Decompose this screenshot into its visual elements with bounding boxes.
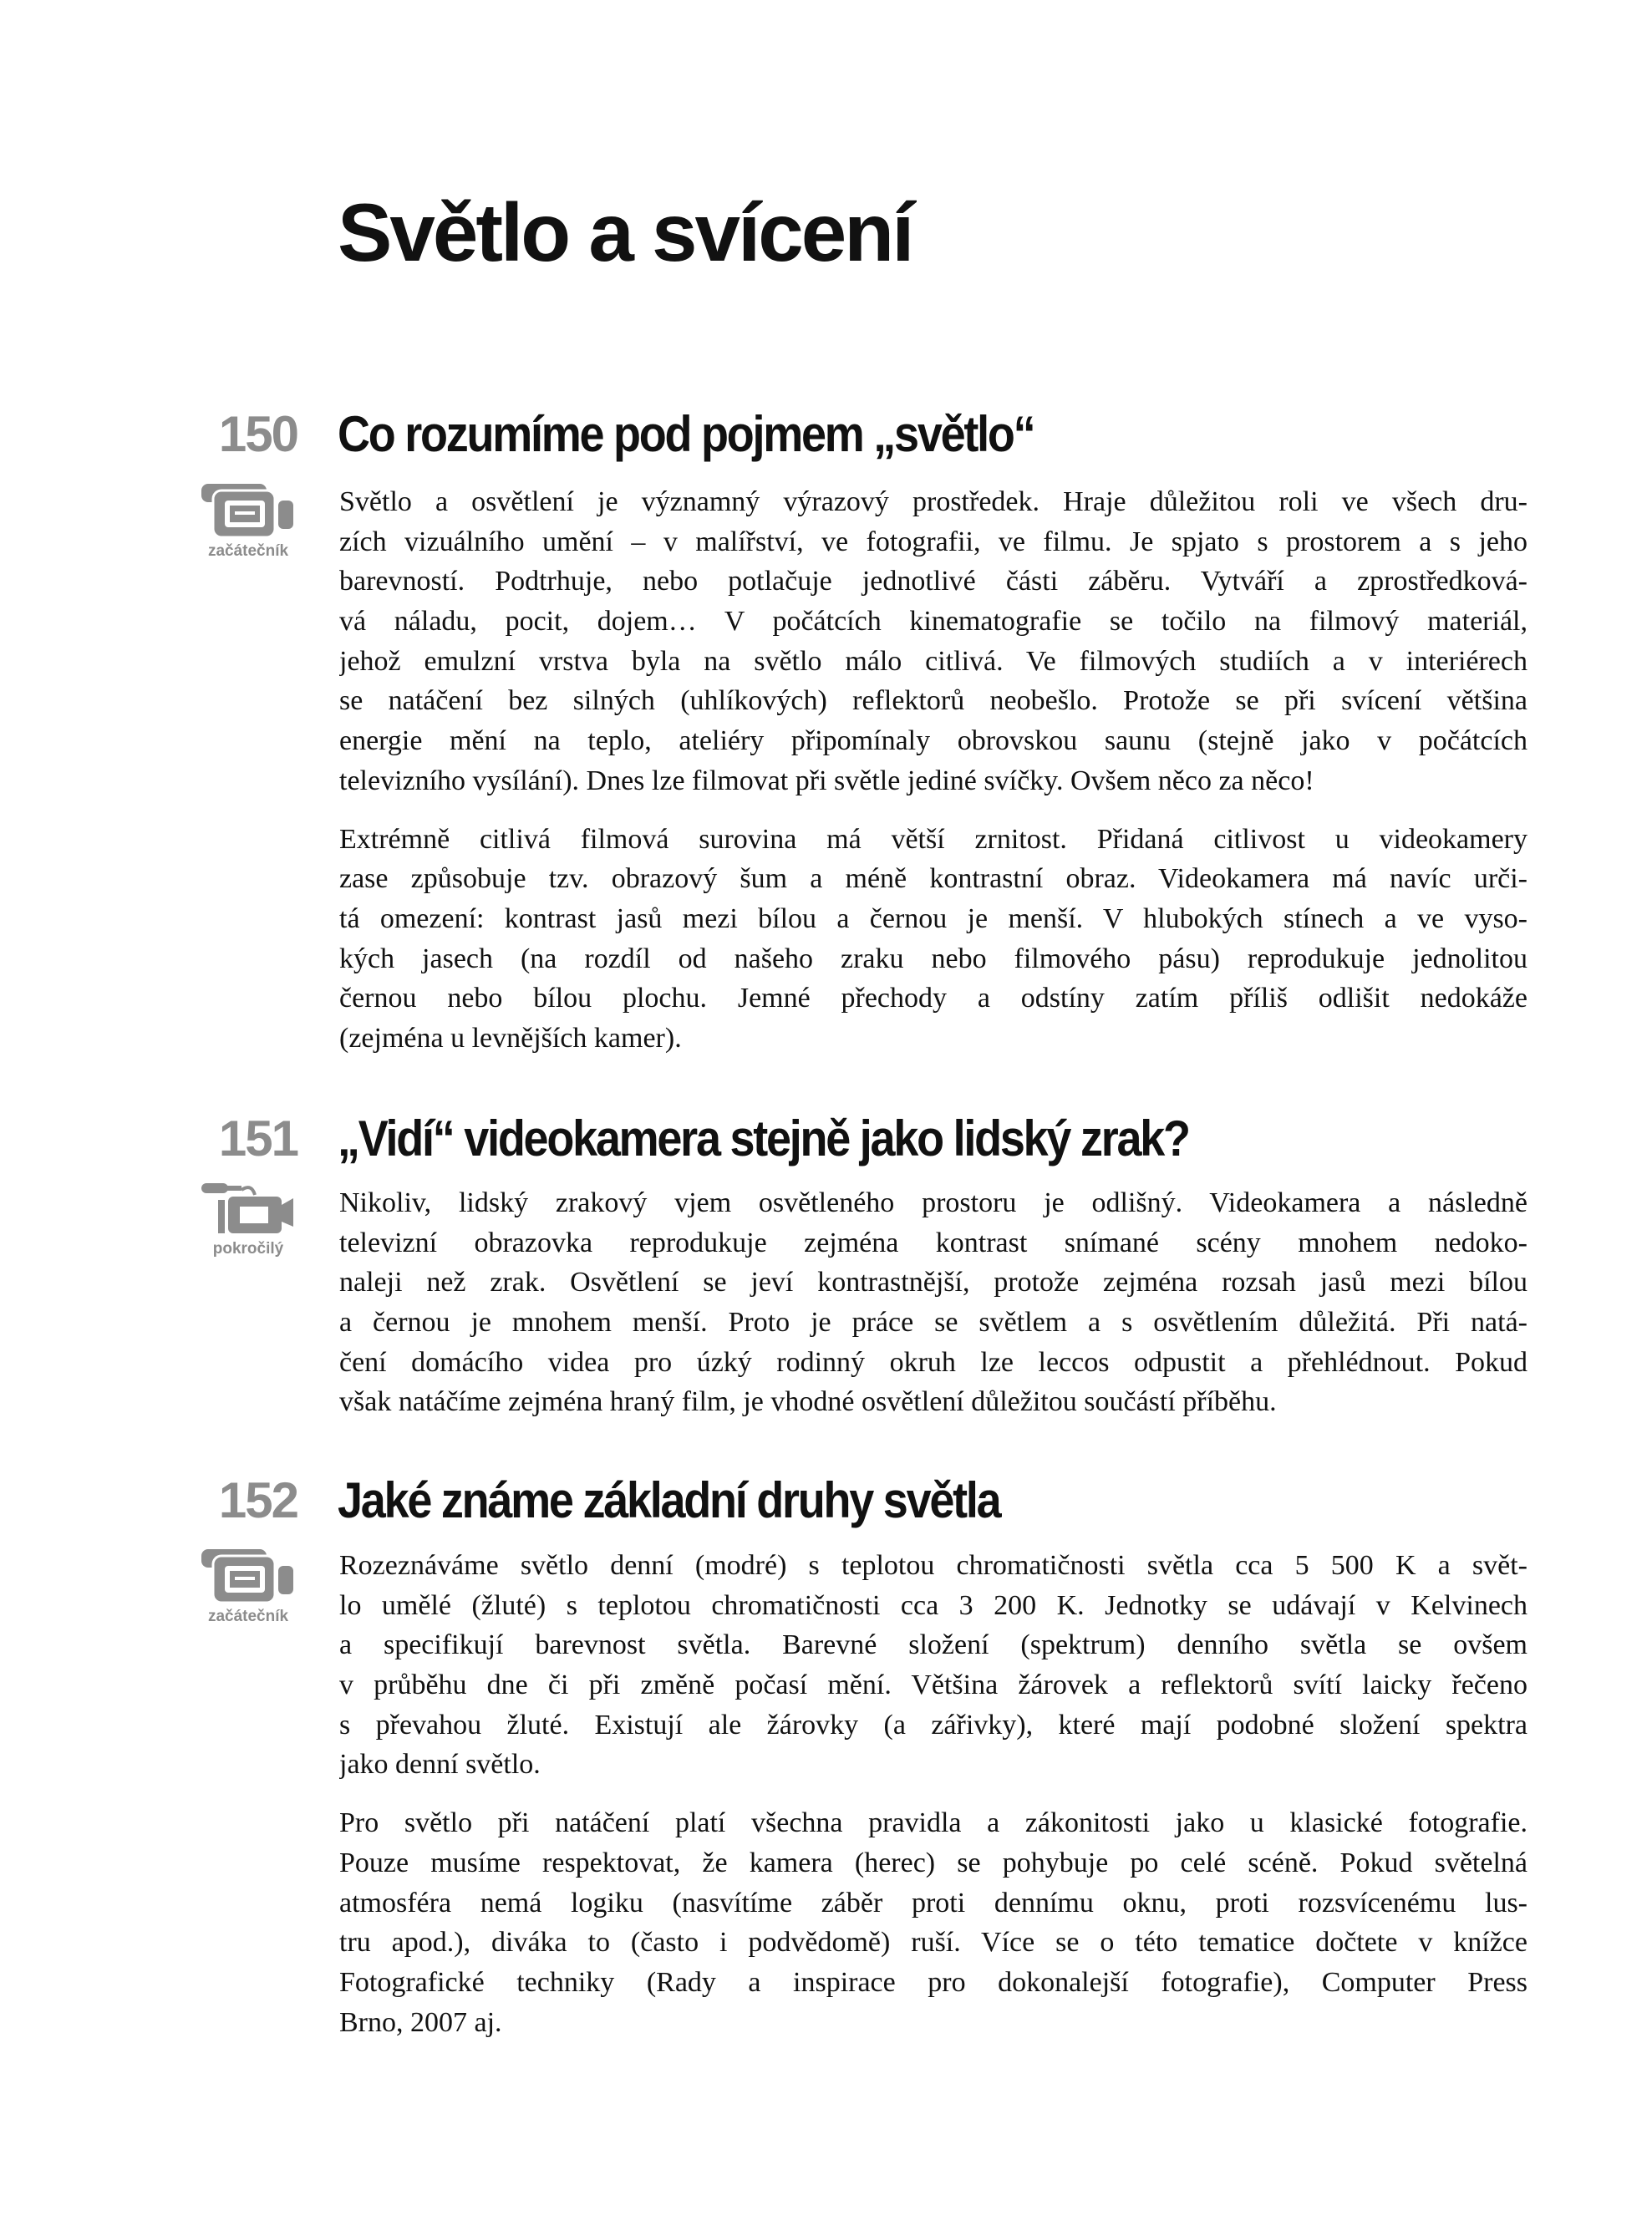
text-line: Pouze musíme respektovat, že kamera (herec) se pohybuje po celé scéně. Pokud světelná: [339, 1847, 1527, 1878]
text-line: Brno, 2007 aj.: [339, 2006, 502, 2038]
text-line: a černou je mnohem menší. Proto je práce se světlem a s osvětlením důležitá. Při natá-: [339, 1307, 1527, 1339]
text-line: tá omezení: kontrast jasů mezi bílou a černou je menší. V hlubokých stínech a ve vyso-: [339, 902, 1527, 934]
section-body: [339, 1183, 1527, 1422]
text-line: barevností. Podtrhuje, nebo potlačuje jednotlivé části záběru. Vytváří a zprostředková-: [339, 566, 1527, 597]
text-line: v průběhu dne či při změně počasí mění. Většina žárovek a reflektorů svítí laicky řečeno: [339, 1670, 1527, 1701]
text-line: (zejména u levnějších kamer).: [339, 1022, 682, 1054]
text-line: televizní obrazovka reprodukuje zejména kontrast snímané scény mnohem nedoko-: [339, 1227, 1527, 1258]
text-line: s převahou žluté. Existují ale žárovky (a zářivky), které mají podobné složení spektra: [339, 1709, 1527, 1741]
paragraph: [339, 1183, 1527, 1422]
text-line: Pro světlo při natáčení platí všechna pravidla a zákonitosti jako u klasické fotografie.: [339, 1807, 1527, 1839]
text-line: kých jasech (na rozdíl od našeho zraku nebo filmového pásu) reprodukuje jednolitou: [339, 943, 1527, 974]
paragraph: [339, 1803, 1527, 2042]
text-line: Fotografické techniky (Rady a inspirace pro dokonalejší fotografie), Computer Press: [339, 1966, 1527, 1998]
tip-number: 151: [218, 1110, 297, 1166]
section-body: [339, 1546, 1527, 2042]
tip-number: 150: [218, 406, 297, 462]
level-label: pokročilý: [212, 1240, 284, 1258]
text-line: energie mění na teplo, ateliéry připomínaly obrovskou saunu (stejně jako v počátcích: [339, 725, 1527, 757]
level-label: začátečník: [207, 1608, 289, 1625]
text-line: zích vizuálního umění – v malířství, ve fotografii, ve filmu. Je spjato s prostorem a s jeho: [339, 526, 1527, 557]
chapter-title: Světlo a svícení: [338, 186, 912, 278]
section-heading: Co rozumíme pod pojmem „světlo“: [338, 406, 1034, 462]
camcorder-icon: [201, 1546, 295, 1606]
text-line: čení domácího videa pro úzký rodinný okruh lze leccos odpustit a přehlédnout. Pokud: [339, 1346, 1527, 1378]
level-label: začátečník: [207, 542, 289, 560]
paragraph: [339, 1546, 1527, 1785]
text-line: a specifikují barevnost světla. Barevné složení (spektrum) denního světla se ovšem: [339, 1629, 1527, 1661]
text-line: naleji než zrak. Osvětlení se jeví kontrastnější, protože zejména rozsah jasů mezi bílou: [339, 1267, 1527, 1298]
text-line: jehož emulzní vrstva byla na světlo málo citlivá. Ve filmových studiích a v interiérech: [339, 645, 1527, 677]
pro-video-camera-icon: [201, 1178, 295, 1238]
camcorder-icon: [201, 480, 295, 541]
text-line: však natáčíme zejména hraný film, je vhodné osvětlení důležitou součástí příběhu.: [339, 1386, 1277, 1418]
level-badge: [199, 1546, 297, 1626]
level-badge: [199, 1178, 297, 1258]
text-line: Extrémně citlivá filmová surovina má větší zrnitost. Přidaná citlivost u videokamery: [339, 823, 1527, 855]
text-line: Světlo a osvětlení je významný výrazový prostředek. Hraje důležitou roli ve všech dru-: [339, 486, 1527, 517]
text-line: tru apod.), diváka to (často i podvědomě) ruší. Více se o této tematice dočtete v knížce: [339, 1927, 1527, 1959]
text-line: televizního vysílání). Dnes lze filmovat při světle jediné svíčky. Ovšem něco za něco!: [339, 765, 1314, 796]
text-line: zase způsobuje tzv. obrazový šum a méně kontrastní obraz. Videokamera má navíc urči-: [339, 863, 1527, 895]
text-line: Rozeznáváme světlo denní (modré) s teplotou chromatičnosti světla cca 5 500 K a svět-: [339, 1550, 1527, 1581]
section-heading: Jaké známe základní druhy světla: [338, 1472, 1000, 1528]
section-heading: „Vidí“ videokamera stejně jako lidský zrak?: [338, 1110, 1189, 1166]
text-line: jako denní světlo.: [339, 1749, 541, 1781]
text-line: lo umělé (žluté) s teplotou chromatičnosti cca 3 200 K. Jednotky se udávají v Kelvinech: [339, 1589, 1527, 1621]
paragraph: [339, 482, 1527, 801]
tip-number: 152: [218, 1472, 297, 1528]
section-body: [339, 482, 1527, 1059]
text-line: černou nebo bílou plochu. Jemné přechody a odstíny zatím příliš odlišit nedokáže: [339, 983, 1527, 1014]
text-line: vá náladu, pocit, dojem… V počátcích kinematografie se točilo na filmový materiál,: [339, 606, 1527, 638]
text-line: atmosféra nemá logiku (nasvítíme záběr proti dennímu oknu, proti rozsvícenému lus-: [339, 1887, 1527, 1919]
level-badge: [199, 480, 297, 561]
text-line: Nikoliv, lidský zrakový vjem osvětleného prostoru je odlišný. Videokamera a následně: [339, 1187, 1527, 1218]
text-line: se natáčení bez silných (uhlíkových) reflektorů neobešlo. Protože se při svícení většina: [339, 685, 1527, 717]
paragraph: [339, 820, 1527, 1059]
